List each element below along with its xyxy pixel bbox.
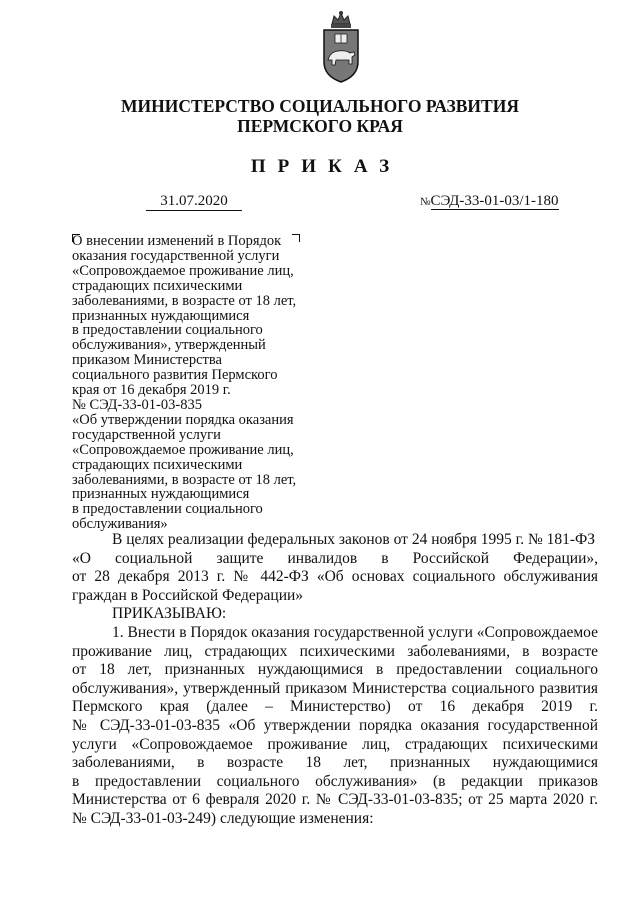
body-line: заболеваниями, в возрасте 18 лет, признанных нуждающимися [72, 754, 598, 772]
body-line: № СЭД-33-01-03-835 «Об утверждении порядка оказания государственной [72, 716, 598, 734]
subject-line: страдающих психическими [72, 277, 243, 294]
order-subject [72, 234, 342, 532]
body-line: Пермского края (далее – Министерство) от 16 декабря 2019 г. [72, 698, 598, 716]
subject-line: обслуживания» [72, 516, 168, 533]
body-line: от 28 декабря 2013 г. № 442-ФЗ «Об основах социального обслуживания [72, 568, 598, 586]
body-line: обслуживания», утвержденный приказом Министерства социального развития [72, 679, 598, 697]
body-line: от 18 лет, признанных нуждающимися в предоставлении социального [72, 661, 598, 679]
subject-line: заболеваниями, в возрасте от 18 лет, [72, 292, 297, 309]
order-number [420, 193, 559, 211]
subject-line: № СЭД-33-01-03-835 [72, 396, 202, 413]
number-sign: № [420, 196, 431, 208]
coat-of-arms-emblem [316, 10, 366, 84]
body-line: № СЭД-33-01-03-249) следующие изменения: [72, 809, 374, 827]
subject-line: в предоставлении социального [72, 501, 263, 518]
body-line: услуги «Сопровождаемое проживание лиц, страдающих психическими [72, 735, 598, 753]
subject-line: признанных нуждающимися [72, 307, 250, 324]
body-line: «О социальной защите инвалидов в Российской Федерации», [72, 549, 598, 567]
subject-line: признанных нуждающимися [72, 486, 250, 503]
body-line: проживание лиц, страдающих психическими заболеваниями, в возрасте [72, 642, 598, 660]
document-title: ПРИКАЗ [250, 156, 402, 177]
subject-line: государственной услуги [72, 426, 221, 443]
subject-line: О внесении изменений в Порядок [72, 233, 282, 249]
subject-line: в предоставлении социального [72, 322, 263, 339]
subject-line: социального развития Пермского [72, 367, 278, 384]
subject-line: «Сопровождаемое проживание лиц, [72, 441, 294, 458]
order-number-value: СЭД-33-01-03/1-180 [430, 193, 559, 209]
body-line: в предоставлении социального обслуживания» (в редакции приказов [72, 772, 598, 790]
body-line: ПРИКАЗЫВАЮ: [112, 605, 227, 623]
ministry-name-line1: МИНИСТЕРСТВО СОЦИАЛЬНОГО РАЗВИТИЯ [121, 96, 519, 116]
subject-line: заболеваниями, в возрасте от 18 лет, [72, 471, 297, 488]
subject-line: обслуживания», утвержденный [72, 337, 266, 354]
ministry-name-line2: ПЕРМСКОГО КРАЯ [237, 116, 403, 136]
body-line: Министерства от 6 февраля 2020 г. № СЭД-33-01-03-835; от 25 марта 2020 г. [72, 791, 598, 809]
order-date: 31.07.2020 [146, 193, 242, 211]
subject-line: приказом Министерства [72, 352, 222, 369]
subject-line: «Об утверждении порядка оказания [72, 411, 294, 428]
body-line: В целях реализации федеральных законов от 24 ноября 1995 г. № 181-ФЗ [112, 531, 596, 548]
order-body [72, 531, 598, 829]
subject-line: «Сопровождаемое проживание лиц, [72, 262, 294, 279]
body-line: граждан в Российской Федерации» [72, 586, 304, 604]
body-line: 1. Внести в Порядок оказания государственной услуги «Сопровождаемое [112, 623, 598, 641]
subject-line: страдающих психическими [72, 456, 243, 473]
subject-line: края от 16 декабря 2019 г. [72, 382, 231, 399]
subject-line: оказания государственной услуги [72, 247, 280, 264]
